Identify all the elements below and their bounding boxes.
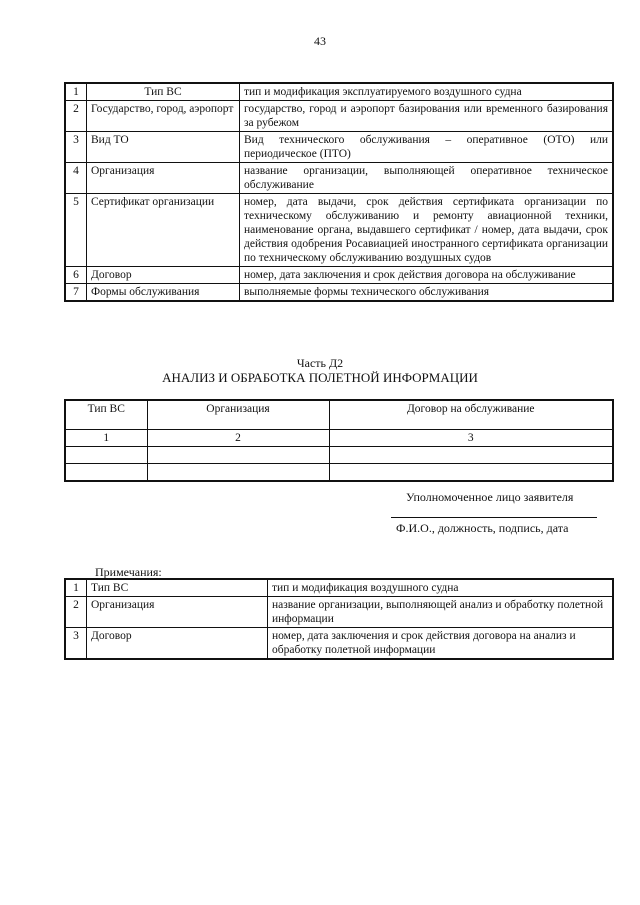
column-number: 1 bbox=[65, 430, 147, 447]
table-row bbox=[65, 267, 613, 284]
column-header: Договор на обслуживание bbox=[329, 400, 613, 430]
flight-data-table bbox=[64, 399, 614, 482]
row-name: Сертификат организации bbox=[87, 194, 240, 267]
table-row bbox=[65, 163, 613, 194]
aircraft-info-table bbox=[64, 82, 614, 302]
table-row bbox=[65, 132, 613, 163]
table-header-row bbox=[65, 400, 613, 430]
row-name: Государство, город, аэропорт bbox=[87, 101, 240, 132]
signer-label: Уполномоченное лицо заявителя bbox=[406, 490, 574, 504]
signature-caption: Ф.И.О., должность, подпись, дата bbox=[396, 521, 569, 535]
row-number: 5 bbox=[65, 194, 87, 267]
empty-cell bbox=[329, 464, 613, 482]
row-name: Вид ТО bbox=[87, 132, 240, 163]
table-row bbox=[65, 194, 613, 267]
table-row bbox=[65, 101, 613, 132]
row-number: 2 bbox=[65, 101, 87, 132]
table-row bbox=[65, 628, 613, 660]
row-name: Организация bbox=[87, 597, 268, 628]
row-description: номер, дата выдачи, срок действия сертификата организации по техническому обслуживанию и ремонту авиационной техники, наименование органа, выдавшего сертификат / номер, дата выдачи, срок действия одобрения Росавиацией иностранного сертификата организации по техническому обслуживанию воздушных судов bbox=[240, 194, 614, 267]
row-description: выполняемые формы технического обслуживания bbox=[240, 284, 614, 302]
notes-table bbox=[64, 578, 614, 660]
empty-cell bbox=[329, 447, 613, 464]
column-number: 2 bbox=[147, 430, 329, 447]
row-description: название организации, выполняющей анализ и обработку полетной информации bbox=[268, 597, 614, 628]
section-title: АНАЛИЗ И ОБРАБОТКА ПОЛЕТНОЙ ИНФОРМАЦИИ bbox=[162, 370, 478, 385]
notes-title: Примечания: bbox=[95, 565, 162, 579]
row-number: 6 bbox=[65, 267, 87, 284]
row-name: Организация bbox=[87, 163, 240, 194]
row-description: номер, дата заключения и срок действия договора на анализ и обработку полетной информации bbox=[268, 628, 614, 660]
row-name: Договор bbox=[87, 628, 268, 660]
empty-cell bbox=[147, 447, 329, 464]
row-name: Формы обслуживания bbox=[87, 284, 240, 302]
column-number-row bbox=[65, 430, 613, 447]
row-name: Тип ВС bbox=[87, 579, 268, 597]
column-number: 3 bbox=[329, 430, 613, 447]
row-description: государство, город и аэропорт базирования или временного базирования за рубежом bbox=[240, 101, 614, 132]
row-name: Тип ВС bbox=[87, 83, 240, 101]
signature-line bbox=[391, 517, 597, 518]
empty-cell bbox=[65, 447, 147, 464]
table-row bbox=[65, 579, 613, 597]
row-description: название организации, выполняющей оперативное техническое обслуживание bbox=[240, 163, 614, 194]
column-header: Тип ВС bbox=[65, 400, 147, 430]
row-number: 1 bbox=[65, 579, 87, 597]
table-row bbox=[65, 597, 613, 628]
empty-row bbox=[65, 447, 613, 464]
empty-row bbox=[65, 464, 613, 482]
table-row bbox=[65, 83, 613, 101]
row-description: номер, дата заключения и срок действия договора на обслуживание bbox=[240, 267, 614, 284]
empty-cell bbox=[65, 464, 147, 482]
row-number: 7 bbox=[65, 284, 87, 302]
column-header: Организация bbox=[147, 400, 329, 430]
row-description: Вид технического обслуживания – оперативное (ОТО) или периодическое (ПТО) bbox=[240, 132, 614, 163]
table-row bbox=[65, 284, 613, 302]
row-number: 4 bbox=[65, 163, 87, 194]
row-description: тип и модификация эксплуатируемого воздушного судна bbox=[240, 83, 614, 101]
empty-cell bbox=[147, 464, 329, 482]
row-number: 1 bbox=[65, 83, 87, 101]
page-number: 43 bbox=[314, 34, 326, 48]
row-number: 3 bbox=[65, 132, 87, 163]
row-description: тип и модификация воздушного судна bbox=[268, 579, 614, 597]
part-label: Часть Д2 bbox=[296, 356, 344, 370]
row-number: 3 bbox=[65, 628, 87, 660]
row-number: 2 bbox=[65, 597, 87, 628]
row-name: Договор bbox=[87, 267, 240, 284]
